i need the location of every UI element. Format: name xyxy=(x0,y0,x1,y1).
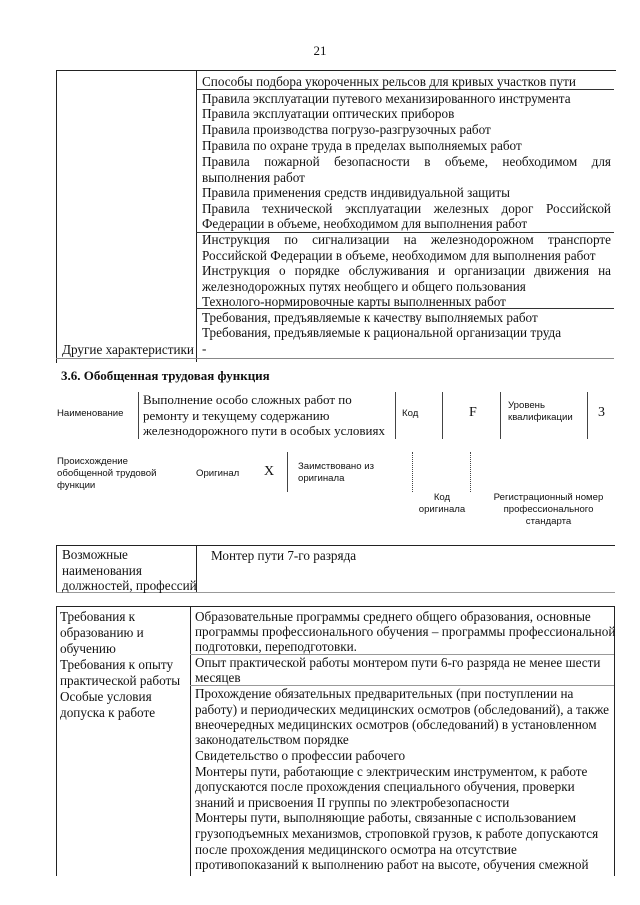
admission-conditions-label: допуска к работе xyxy=(60,705,156,720)
requirement-text: программы профессионального обучения – программы профессиональной xyxy=(195,624,616,639)
requirement-text: грузоподъемных механизмов, строповкой грузов, к работе допускаются xyxy=(195,826,599,841)
table-border-top xyxy=(56,545,615,546)
origin-label-line: функции xyxy=(57,480,96,491)
page-number: 21 xyxy=(313,43,327,58)
education-requirements-label: Требования к xyxy=(60,609,136,624)
row-divider xyxy=(196,308,614,309)
requirement-text: знаний и присвоения II группы по электробезопасности xyxy=(195,795,510,810)
requirement-text: Опыт практической работы монтером пути 6-го разряда не менее шести xyxy=(195,655,601,670)
origin-label xyxy=(57,456,156,492)
table-column-divider xyxy=(196,70,197,362)
experience-requirements-label: практической работы xyxy=(60,673,181,688)
requirement-text: работу) и периодических медицинских осмотров (обследований), а также xyxy=(195,702,610,717)
cell-border xyxy=(56,606,57,876)
cell-border xyxy=(56,545,57,592)
knowledge-item: Способы подбора укороченных рельсов для кривых участков пути xyxy=(202,74,576,89)
registration-number-caption-line: стандарта xyxy=(525,516,572,527)
cell-border xyxy=(138,392,139,439)
positions-label-line: наименования xyxy=(62,562,142,578)
knowledge-item: Требования, предъявляемые к качеству выполняемых работ xyxy=(202,310,538,325)
requirement-text: Монтеры пути, выполняющие работы, связанные с использованием xyxy=(195,810,576,825)
knowledge-item: выполнения работ xyxy=(202,170,305,185)
knowledge-item: Правила эксплуатации оптических приборов xyxy=(202,106,455,121)
requirement-text: Прохождение обязательных предварительных (при поступлении на xyxy=(195,686,574,701)
knowledge-item: Российской Федерации в объеме, необходимом для выполнения работ xyxy=(202,248,596,263)
cell-border xyxy=(614,606,615,876)
row-divider xyxy=(196,232,614,233)
requirement-text: Свидетельство о профессии рабочего xyxy=(195,748,406,763)
origin-label-line: Происхождение xyxy=(57,456,128,467)
cell-border xyxy=(190,606,191,876)
knowledge-item: Правила технической эксплуатации железных дорог Российской xyxy=(202,201,611,216)
name-label: Наименование xyxy=(57,408,124,419)
knowledge-item: Правила эксплуатации путевого механизированного инструмента xyxy=(202,91,571,106)
knowledge-item: Правила производства погрузо-разгрузочных работ xyxy=(202,122,491,137)
knowledge-item: Правила пожарной безопасности в объеме, необходимом для xyxy=(202,154,611,169)
original-checkbox-mark: X xyxy=(264,464,275,479)
row-divider xyxy=(190,685,614,686)
row-divider xyxy=(196,89,614,90)
function-name-line: ремонту и текущему содержанию xyxy=(143,408,330,423)
cell-border xyxy=(470,452,471,492)
positions-label-line: должностей, профессий xyxy=(62,578,197,593)
requirement-text: месяцев xyxy=(195,670,241,685)
function-name-line: железнодорожного пути в особых условиях xyxy=(143,423,385,438)
cell-border xyxy=(287,452,288,492)
borrowed-label xyxy=(298,461,374,485)
qualification-level-label-line: квалификации xyxy=(508,412,573,423)
education-requirements-label: обучению xyxy=(60,641,116,656)
requirement-text: после прохождения медицинского осмотра на отсутствие xyxy=(195,842,517,857)
knowledge-item: Инструкция по сигнализации на железнодорожном транспорте xyxy=(202,232,611,247)
borrowed-label-line: Заимствовано из xyxy=(298,461,374,472)
function-name-line: Выполнение особо сложных работ по xyxy=(143,392,352,407)
requirement-text: Монтеры пути, работающие с электрическим инструментом, к работе xyxy=(195,764,588,779)
requirement-text: законодательством порядке xyxy=(195,732,349,747)
cell-border xyxy=(500,392,501,439)
original-label: Оригинал xyxy=(196,468,240,479)
code-value: F xyxy=(469,405,477,420)
registration-number-caption-line: профессионального xyxy=(503,504,594,515)
other-characteristics-label: Другие характеристики xyxy=(62,342,194,357)
qualification-level-value: 3 xyxy=(598,405,605,420)
knowledge-item: Правила применения средств индивидуальной защиты xyxy=(202,185,511,200)
code-label: Код xyxy=(402,408,419,419)
knowledge-item: Технолого-нормировочные карты выполненных работ xyxy=(202,294,506,309)
cell-border xyxy=(442,392,443,439)
knowledge-item: Федерации в объеме, необходимом для выполнения работ xyxy=(202,216,528,231)
original-code-caption-line: Код xyxy=(433,492,451,503)
experience-requirements-label: Требования к опыту xyxy=(60,657,174,672)
original-code-caption-line: оригинала xyxy=(418,504,466,515)
positions-value: Монтер пути 7-го разряда xyxy=(211,548,357,563)
row-divider xyxy=(190,654,614,655)
cell-border xyxy=(587,392,588,439)
cell-border xyxy=(412,452,413,492)
knowledge-item: Правила по охране труда в пределах выполняемых работ xyxy=(202,138,522,153)
positions-label xyxy=(62,547,197,594)
admission-conditions-label: Особые условия xyxy=(60,689,152,704)
original-code-caption xyxy=(408,492,476,516)
requirement-text: противопоказаний к выполнению работ на высоте, обучения смежной xyxy=(195,857,589,872)
requirement-text: подготовки, переподготовки. xyxy=(195,639,357,654)
requirement-text: допускаются после прохождения специального обучения, проверки xyxy=(195,779,575,794)
section-title: 3.6. Обобщенная трудовая функция xyxy=(61,368,270,383)
cell-border xyxy=(395,392,396,439)
requirement-text: Образовательные программы среднего общего образования, основные xyxy=(195,609,591,624)
knowledge-item: Инструкция о порядке обслуживания и организации движения на xyxy=(202,263,611,278)
qualification-level-label-line: Уровень xyxy=(508,400,545,411)
row-divider xyxy=(56,358,614,359)
registration-number-caption-line: Регистрационный номер xyxy=(493,492,604,503)
origin-label-line: обобщенной трудовой xyxy=(57,468,157,479)
table-border-top xyxy=(56,606,615,607)
knowledge-item: железнодорожных путях необщего и общего пользования xyxy=(202,279,526,294)
other-characteristics-value: - xyxy=(202,341,207,356)
knowledge-item: Требования, предъявляемые к рациональной организации труда xyxy=(202,325,562,340)
education-requirements-label: образованию и xyxy=(60,625,144,640)
requirement-text: внеочередных медицинских осмотров (обследований) в установленном xyxy=(195,717,597,732)
borrowed-label-line: оригинала xyxy=(298,473,345,484)
registration-number-caption xyxy=(486,492,611,528)
qualification-level-label xyxy=(508,400,573,424)
positions-label-line: Возможные xyxy=(62,547,128,562)
